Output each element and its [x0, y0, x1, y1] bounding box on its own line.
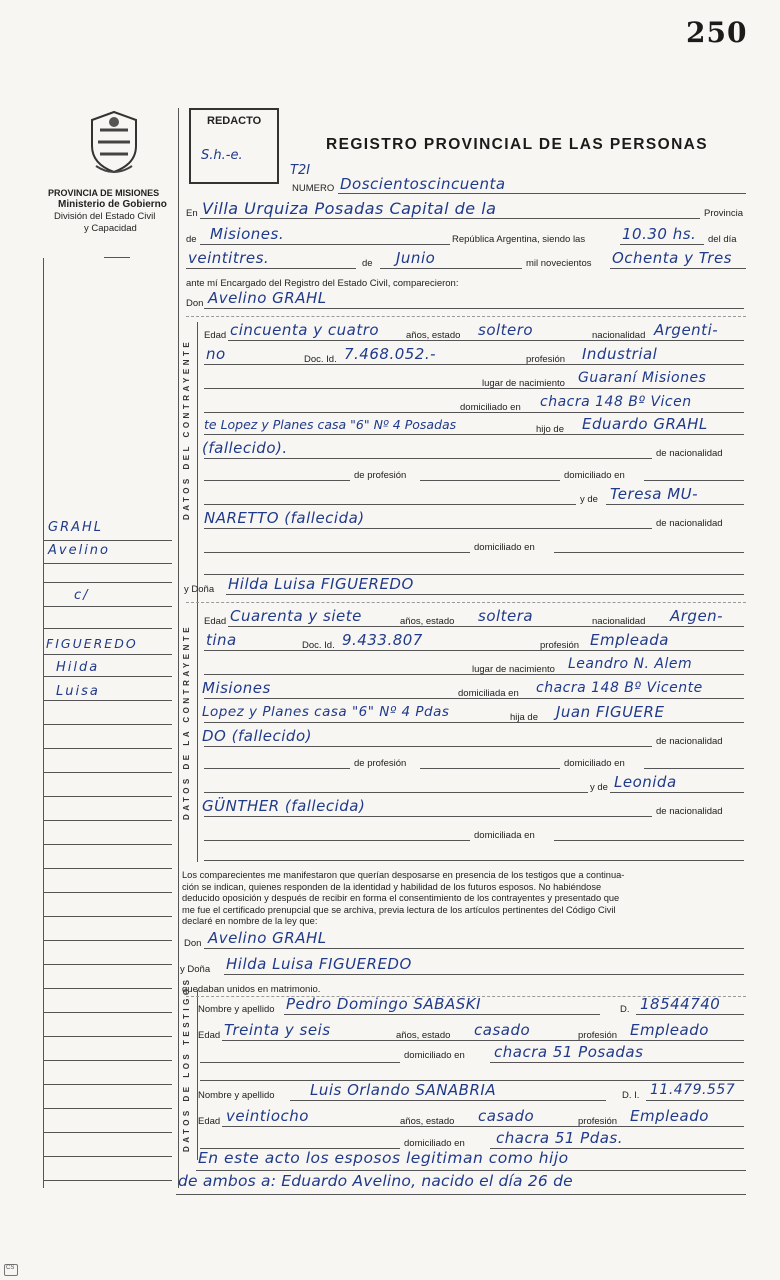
- madre-f-y-de-label: y de: [590, 782, 608, 793]
- madre-f-value-1: Leonida: [614, 773, 677, 791]
- nacionalidad-f-value-2: tina: [206, 631, 237, 649]
- declaration-line: ción se indican, quienes responden de la identidad y habilidad de los futuros esposos. No habiéndose: [182, 881, 602, 892]
- profesion-label: profesión: [526, 354, 566, 365]
- t2-di-label: D. I.: [622, 1090, 640, 1101]
- domicilio-f-value-3: Lopez y Planes casa "6" Nº 4 Pdas: [202, 704, 450, 720]
- padre-nacionalidad-label: de nacionalidad: [656, 448, 723, 459]
- dona-label: y Doña: [184, 584, 215, 595]
- edad-value: cincuenta y cuatro: [230, 321, 380, 339]
- profesion-f-label: profesión: [540, 640, 580, 651]
- t1-anos-label: años, estado: [396, 1030, 451, 1041]
- madre-value-1: Teresa MU-: [610, 485, 699, 503]
- t2-nombre-label: Nombre y apellido: [198, 1090, 275, 1101]
- madre-domicilio-label: domiciliado en: [474, 542, 535, 553]
- madre-f-domicilio-label: domiciliada en: [474, 830, 535, 841]
- domiciliada-f-label: domiciliada en: [458, 688, 519, 699]
- main-column-rule: [178, 108, 179, 1188]
- doc-value: 7.468.052.-: [344, 345, 437, 363]
- madre-y-de-label: y de: [580, 494, 598, 505]
- t1-edad-value: Treinta y seis: [224, 1021, 331, 1039]
- hija-de-label: hija de: [510, 712, 538, 723]
- nacionalidad-value-2: no: [206, 345, 226, 363]
- madre-f-nacionalidad-label: de nacionalidad: [656, 806, 723, 817]
- declaration-line: declaré en nombre de la ley que:: [182, 916, 318, 926]
- domiciliado-label: domiciliado en: [460, 402, 521, 413]
- lugar-nac-value: Guaraní Misiones: [578, 370, 707, 386]
- t2-domicilio-label: domiciliado en: [404, 1138, 465, 1149]
- declaration-line: deducido oposición y después de recibir en forma el consentimiento de los contrayentes y presentado que: [182, 893, 620, 903]
- t1-domicilio-label: domiciliado en: [404, 1050, 465, 1061]
- t2-profesion-label: profesión: [578, 1116, 618, 1127]
- estado-value: soltero: [478, 321, 534, 339]
- tomo-mark: T2I: [290, 163, 311, 178]
- madre-f-value-2: GÜNTHER (fallecida): [202, 797, 366, 815]
- page-number: 250: [686, 16, 748, 49]
- redacto-initials: S.h.-e.: [201, 148, 243, 163]
- division-label: División del Estado Civil: [54, 211, 156, 222]
- estado-f-value: soltera: [478, 607, 534, 625]
- datos-contrayente-f-label: DATOS DE LA CONTRAYENTE: [182, 623, 191, 820]
- anio-value: Ochenta y Tres: [612, 249, 732, 267]
- domicilio-f-value-1: Misiones: [202, 679, 271, 697]
- t2-nombre-value: Luis Orlando SANABRIA: [310, 1081, 497, 1099]
- madre-nacionalidad-label: de nacionalidad: [656, 518, 723, 529]
- de-label: de: [186, 234, 197, 245]
- dia-value: veintitres.: [188, 249, 270, 267]
- nacionalidad-label: nacionalidad: [592, 330, 646, 341]
- lugar-nac-f-label: lugar de nacimiento: [472, 664, 555, 675]
- del-dia-label: del día: [708, 234, 737, 245]
- scanner-badge-text: CS: [6, 1265, 15, 1271]
- t1-profesion-value: Empleado: [630, 1021, 709, 1039]
- redacto-title: REDACTO: [207, 115, 262, 127]
- domicilio-value-1: chacra 148 Bº Vicen: [540, 394, 692, 410]
- margin-note-name-f1: Hilda: [56, 660, 100, 675]
- margin-note-surname: GRAHL: [48, 520, 104, 535]
- nacionalidad-f-label: nacionalidad: [592, 616, 646, 627]
- numero-value: Doscientoscincuenta: [340, 175, 506, 193]
- t2-profesion-value: Empleado: [630, 1107, 709, 1125]
- don2-label: Don: [184, 938, 202, 949]
- t2-estado-value: casado: [478, 1107, 535, 1125]
- t2-domicilio-value: chacra 51 Pdas.: [496, 1129, 624, 1147]
- legitimation-note-1: En este acto los esposos legitiman como hijo: [198, 1149, 569, 1167]
- ante-label: ante mí Encargado del Registro del Estado Civil, comparecieron:: [186, 278, 459, 289]
- t2-edad-label: Edad: [198, 1116, 221, 1127]
- edad-f-value: Cuarenta y siete: [230, 607, 362, 625]
- doc-label: Doc. Id.: [304, 354, 337, 365]
- t2-di-value: 11.479.557: [650, 1082, 736, 1098]
- margin-note-name-f2: Luisa: [56, 684, 100, 699]
- witness-column-rule: [197, 990, 198, 1160]
- lugar-nac-label: lugar de nacimiento: [482, 378, 565, 389]
- margin-note-name: Avelino: [48, 543, 111, 558]
- dona2-label: y Doña: [180, 964, 211, 975]
- redacto-stamp: [189, 108, 279, 184]
- mes-value: Junio: [396, 249, 436, 267]
- t1-domicilio-value: chacra 51 Posadas: [494, 1043, 644, 1061]
- declaration-paragraph: [182, 870, 746, 928]
- t1-d-value: 18544740: [640, 995, 721, 1013]
- padre-f-profesion-label: de profesión: [354, 758, 407, 769]
- capacity-label: y Capacidad: [84, 223, 137, 234]
- datos-contrayente-label: DATOS DEL CONTRAYENTE: [182, 338, 191, 520]
- don2-value: Avelino GRAHL: [208, 929, 327, 947]
- margin-note-con: c/: [74, 588, 90, 603]
- t1-profesion-label: profesión: [578, 1030, 618, 1041]
- edad-f-label: Edad: [204, 616, 227, 627]
- provincia-value: Misiones.: [210, 225, 285, 243]
- padre-profesion-label: de profesión: [354, 470, 407, 481]
- padre-value-1: Eduardo GRAHL: [582, 415, 708, 433]
- en-label: En: [186, 208, 198, 219]
- declaration-line: Los comparecientes me manifestaron que querían desposarse en presencia de los testigos que a continua-: [182, 870, 625, 880]
- don-value: Avelino GRAHL: [208, 289, 327, 307]
- padre-f-nacionalidad-label: de nacionalidad: [656, 736, 723, 747]
- provincia-label: Provincia: [704, 208, 744, 219]
- quedaban-label: quedaban unidos en matrimonio.: [182, 984, 321, 995]
- padre-domicilio-label: domiciliado en: [564, 470, 625, 481]
- madre-value-2: NARETTO (fallecida): [204, 509, 365, 527]
- doc-f-label: Doc. Id.: [302, 640, 335, 651]
- doc-f-value: 9.433.807: [342, 631, 423, 649]
- padre-f-value-2: DO (fallecido): [202, 727, 312, 745]
- lugar-value: Villa Urquiza Posadas Capital de la: [202, 199, 497, 218]
- t1-estado-value: casado: [474, 1021, 531, 1039]
- datos-testigos-label: DATOS DE LOS TESTIGOS: [182, 976, 191, 1152]
- edad-label: Edad: [204, 330, 227, 341]
- ministry-label: Ministerio de Gobierno: [58, 199, 167, 210]
- rep-arg-label: República Argentina, siendo las: [452, 234, 586, 245]
- dona-value: Hilda Luisa FIGUEREDO: [228, 575, 414, 593]
- anos-estado-label: años, estado: [406, 330, 461, 341]
- margin-rule: [43, 258, 44, 1188]
- lugar-nac-f-value: Leandro N. Alem: [568, 656, 693, 672]
- hijo-de-label: hijo de: [536, 424, 564, 435]
- t1-nombre-value: Pedro Domingo SABASKI: [286, 995, 482, 1013]
- coat-of-arms-seal: [86, 108, 142, 174]
- scanner-badge: [4, 1264, 18, 1276]
- padre-f-domicilio-label: domiciliado en: [564, 758, 625, 769]
- legitimation-note-2: de ambos a: Eduardo Avelino, nacido el día 26 de: [178, 1172, 573, 1190]
- t1-d-label: D.: [620, 1004, 630, 1015]
- t1-nombre-label: Nombre y apellido: [198, 1004, 275, 1015]
- left-header-rule: [104, 257, 130, 258]
- t2-anos-label: años, estado: [400, 1116, 455, 1127]
- t2-edad-value: veintiocho: [226, 1107, 309, 1125]
- registry-title: REGISTRO PROVINCIAL DE LAS PERSONAS: [326, 136, 709, 153]
- padre-f-value-1: Juan FIGUERE: [556, 703, 665, 721]
- domicilio-value-2: te Lopez y Planes casa "6" Nº 4 Posadas: [204, 417, 457, 432]
- margin-note-surname-f: FIGUEREDO: [46, 636, 138, 651]
- dona2-value: Hilda Luisa FIGUEREDO: [226, 955, 412, 973]
- t1-edad-label: Edad: [198, 1030, 221, 1041]
- nacionalidad-f-value-1: Argen-: [670, 607, 724, 625]
- hora-value: 10.30 hs.: [622, 225, 697, 243]
- numero-label: NUMERO: [292, 183, 335, 194]
- padre-value-2: (fallecido).: [202, 439, 288, 457]
- declaration-line: me fue el certificado prenupcial que se archiva, previa lectura de los artículos pertinentes del Código Civil: [182, 904, 616, 915]
- profesion-value: Industrial: [582, 345, 658, 363]
- don-label: Don: [186, 298, 204, 309]
- mil-label: mil novecientos: [526, 258, 592, 269]
- province-label: PROVINCIA DE MISIONES: [48, 188, 160, 198]
- de-mes-label: de: [362, 258, 373, 269]
- nacionalidad-value-1: Argenti-: [654, 321, 719, 339]
- domicilio-f-value-2: chacra 148 Bº Vicente: [536, 680, 703, 696]
- profesion-f-value: Empleada: [590, 631, 669, 649]
- anos-estado-f-label: años, estado: [400, 616, 455, 627]
